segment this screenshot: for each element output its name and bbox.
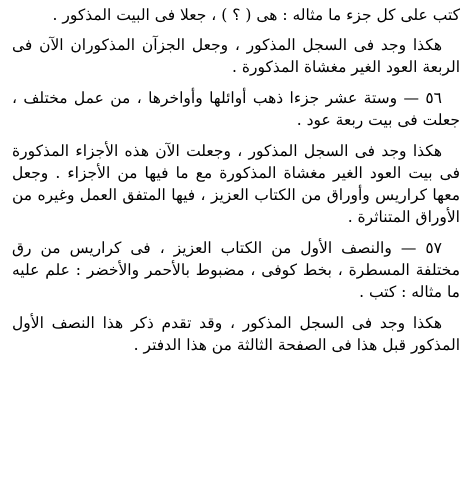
paragraph-6: هكذا وجد فى السجل المذكور ، وقد تقدم ذكر هذا النصف الأول المذكور قبل هذا فى الصفحة الثالثة من هذا الدفتر . — [12, 314, 460, 354]
paragraph-2: هكذا وجد فى السجل المذكور ، وجعل الجزآن المذكوران الآن فى الربعة العود الغير مغشاة المذكورة . — [12, 36, 460, 76]
paragraph-1: كتب على كل جزء ما مثاله : هى ( ؟ ) ، جعلا فى البيت المذكور . — [52, 6, 460, 24]
paragraph-3-item-56: ٥٦ — وستة عشر جزءا ذهب أوائلها وأواخرها ، من عمل مختلف ، جعلت فى بيت ربعة عود . — [12, 89, 460, 129]
paragraph-4: هكذا وجد فى السجل المذكور ، وجعلت الآن هذه الأجزاء المذكورة فى بيت العود الغير مغشاة المذكورة مع ما فيها من الأجزاء . وجعل معها كراريس وأوراق من الكتاب العزيز ، فيها المتفق العمل وغيره من الأوراق المتناثرة . — [12, 142, 460, 226]
paragraph-5-item-57: ٥٧ — والنصف الأول من الكتاب العزيز ، فى كراريس من رق مختلفة المسطرة ، بخط كوفى ، مضبوط بالأحمر والأخضر : علم عليه ما مثاله : كتب . — [12, 239, 460, 301]
